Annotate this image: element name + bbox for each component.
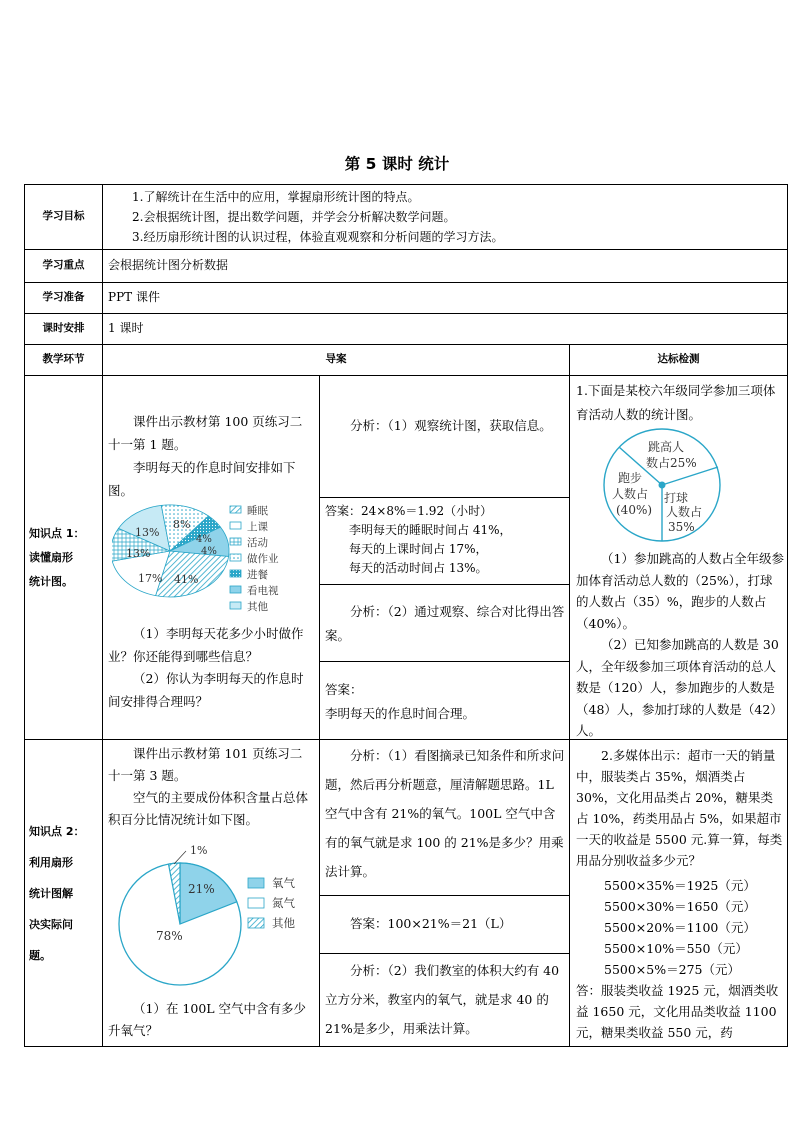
k2-check-intro: 2.多媒体出示：超市一天的销量中，服装类占 35%，烟酒类占 30%，文化用品类占 20%，糖果类占 10%，药类用品占 5%，如果超市一天的收益是 5500 元.算一算，每类用品分别收益多少元？ <box>576 748 783 868</box>
focus-text: 会根据统计图分析数据 <box>108 258 229 272</box>
air-label-other: 1% <box>190 844 208 857</box>
goal-2: 2.会根据统计图，提出数学问题，并学会分析解决数学问题。 <box>132 210 456 224</box>
legend-class: 上课 <box>247 521 268 533</box>
check-pie-run-2: 人数占 <box>612 487 649 501</box>
check-pie-run-3: (40%) <box>616 503 653 517</box>
time-text: 1 课时 <box>108 321 144 335</box>
goal-3: 3.经历扇形统计图的认识过程，体验直观观察和分析问题的学习方法。 <box>132 230 504 244</box>
k1-check-intro: 1.下面是某校六年级同学参加三项体育活动人数的统计图。 <box>576 383 776 422</box>
time-label: 课时安排 <box>42 322 85 335</box>
k1-questions: （1）李明每天花多少小时做作业？你还能得到哪些信息？ （2）你认为李明每天的作息时间安排得合理吗？ <box>108 626 304 709</box>
legend-nitrogen: 氮气 <box>272 896 295 910</box>
legend-sleep: 睡眠 <box>247 505 268 517</box>
prep-text: PPT 课件 <box>108 290 160 304</box>
learning-goals <box>108 187 784 247</box>
k1-pie-chart <box>112 500 317 615</box>
check-pie-high-2: 数占25% <box>646 456 697 470</box>
col-guide: 导案 <box>325 353 347 366</box>
k2-intro: 课件出示教材第 101 页练习二十一第 3 题。 空气的主要成份体积含量占总体积百分比情况统计如下图。 <box>108 746 309 827</box>
k1-answer-2: 答案： 李明每天的作息时间合理。 <box>325 682 476 721</box>
focus-label: 学习重点 <box>42 259 85 272</box>
col-check: 达标检测 <box>657 353 700 366</box>
k1-legend <box>230 504 279 613</box>
goal-1: 1.了解统计在生活中的应用，掌握扇形统计图的特点。 <box>132 190 420 204</box>
k2-check-answer: 答：服装类收益 1925 元，烟酒类收益 1650 元，文化用品类收益 1100 元，糖果类收益 550 元，药 <box>576 983 779 1040</box>
check-pie-ball-2: 人数占 <box>666 505 703 519</box>
k1-answer-1: 答案：24×8%＝1.92（小时） 李明每天的睡眠时间占 41%， 每天的上课时间占 17%， 每天的活动时间占 13%。 <box>325 504 512 575</box>
air-label-oxygen: 21% <box>188 882 215 896</box>
pie-label-class: 17% <box>138 572 163 585</box>
k2-label: 知识点 2： 利用扇形 统计图解 决实际问 题。 <box>29 824 85 962</box>
k1-analysis-2: 分析：（2）通过观察、综合对比得出答案。 <box>325 604 565 643</box>
pie-label-tv: 4% <box>201 546 217 557</box>
pie-label-other: 13% <box>135 526 160 539</box>
k1-label: 知识点 1： 读懂扇形 统计图。 <box>29 526 85 588</box>
k2-question: （1）在 100L 空气中含有多少升氧气？ <box>108 1001 307 1038</box>
legend-tv: 看电视 <box>247 585 279 597</box>
k2-analysis-2: 分析：（2）我们教室的体积大约有 40 立方分米，教室内的氧气，就是求 40 的 21%是多少，用乘法计算。 <box>325 963 560 1036</box>
k1-check-pie <box>600 425 730 543</box>
pie-label-meal: 4% <box>196 534 212 545</box>
legend-activity: 活动 <box>247 537 268 549</box>
k2-answer-1: 答案：100×21%＝21（L） <box>350 916 512 931</box>
k2-analysis-1: 分析：（1）看图摘录已知条件和所求问题，然后再分析题意，厘清解题思路。1L 空气中含有 21%的氧气。100L 空气中含有的氧气就是求 100 的 21%是多少？用乘法计算。 <box>325 748 565 879</box>
check-pie-high-1: 跳高人 <box>648 440 685 454</box>
air-label-nitrogen: 78% <box>156 929 183 943</box>
k1-check-text: （1）参加跳高的人数占全年级参加体育活动总人数的（25%），打球的人数占（35）%，跑步的人数占（40%）。 （2）已知参加跳高的人数是 30 人，全年级参加三项体育活动的总人数是（120）人，参加跑步的人数是（48）人，参加打球的人数是（42）人。 <box>576 551 784 738</box>
k2-calcs: 5500×35%＝1925（元） 5500×30%＝1650（元） 5500×20%＝1100（元） 5500×10%＝550（元） 5500×5%＝275（元） <box>604 878 756 977</box>
k2-pie-chart <box>112 838 317 998</box>
page-title: 第 5 课时 统计 <box>344 155 450 173</box>
pie-label-sleep: 41% <box>174 573 199 586</box>
check-pie-ball-3: 35% <box>668 520 695 534</box>
legend-oxygen: 氧气 <box>272 876 295 890</box>
col-stage: 教学环节 <box>42 353 85 366</box>
legend-homework: 做作业 <box>247 553 279 565</box>
pie-label-activity: 13% <box>126 547 151 560</box>
check-pie-ball-1: 打球 <box>664 491 689 505</box>
legend-air-other: 其他 <box>272 916 295 930</box>
legend-other: 其他 <box>247 601 268 613</box>
pie-label-homework: 8% <box>173 518 191 531</box>
k1-intro: 课件出示教材第 100 页练习二十一第 1 题。 李明每天的作息时间安排如下图。 <box>108 414 303 498</box>
k1-analysis-1: 分析：（1）观察统计图，获取信息。 <box>350 418 552 433</box>
check-pie-run-1: 跑步 <box>618 471 643 485</box>
legend-meal: 进餐 <box>247 569 268 581</box>
goal-label: 学习目标 <box>42 210 85 223</box>
prep-label: 学习准备 <box>42 291 85 304</box>
